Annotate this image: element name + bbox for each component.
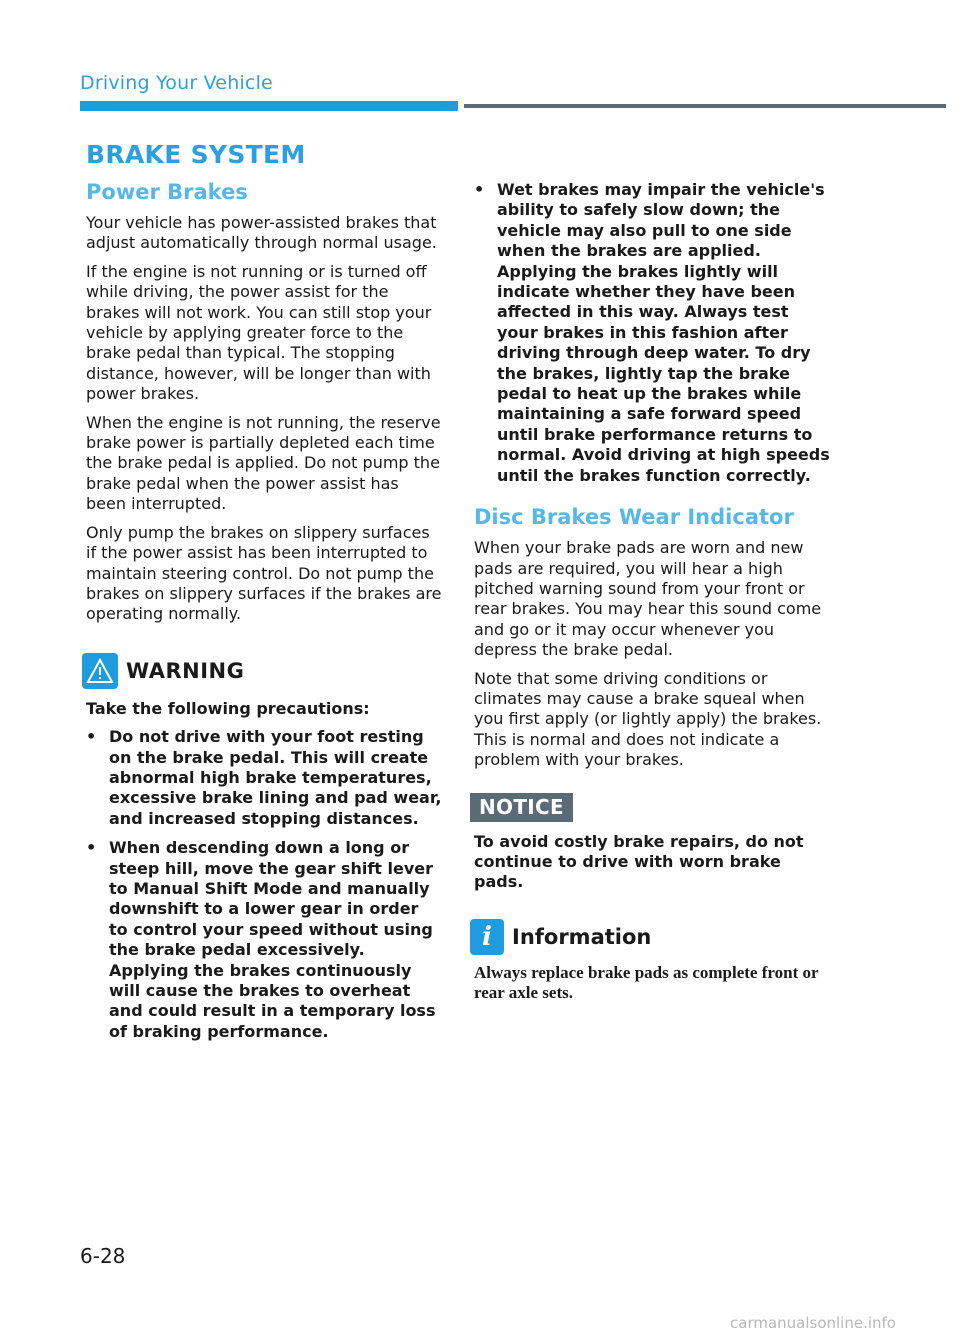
paragraph: Your vehicle has power-assisted brakes that adjust automatically through normal usage.: [86, 213, 437, 253]
header-divider-bar: [464, 104, 946, 108]
paragraph: Only pump the brakes on slippery surfaces if the power assist has been interrupted to maintain steering control. Do not pump the brakes on slippery surfaces if the brakes are operating normally.: [86, 522, 442, 624]
disc-brakes-heading: Disc Brakes Wear Indicator: [474, 505, 794, 530]
paragraph: When the engine is not running, the reserve brake power is partially depleted each time the brake pedal is applied. Do not pump the brake pedal when the power assist has been interrupted.: [86, 412, 441, 514]
left-column: [86, 140, 442, 1051]
notice-badge: NOTICE: [470, 793, 573, 822]
information-label: Information: [512, 924, 652, 949]
right-column: [474, 180, 832, 1003]
list-item: • When descending down a long or steep hill, move the gear shift lever to Manual Shift Mode and manually downshift to a lower gear in order to control your speed without using the brake pedal excessively. Applying the brakes continuously will cause the brakes to overheat and could result in a temporary loss of braking performance.: [86, 838, 436, 1041]
warning-list: [86, 727, 442, 1042]
list-item: • Wet brakes may impair the vehicle's ability to safely slow down; the vehicle may also pull to one side when the brakes are applied. Applying the brakes lightly will indicate whether they have been affected in this way. Always test your brakes in this fashion after driving through deep water. To dry the brakes, lightly tap the brake pedal to heat up the brakes while maintaining a safe forward speed until brake performance returns to normal. Avoid driving at high speeds until the brakes function correctly.: [474, 180, 830, 485]
paragraph: If the engine is not running or is turned off while driving, the power assist for the brakes will not work. You can still stop your vehicle by applying greater force to the brake pedal than typical. The stopping distance, however, will be longer than with power brakes.: [86, 261, 432, 404]
notice-text: To avoid costly brake repairs, do not continue to drive with worn brake pads.: [474, 831, 804, 892]
watermark: carmanualsonline.info: [730, 1314, 896, 1332]
information-text: Always replace brake pads as complete front or rear axle sets.: [474, 962, 819, 1002]
header-accent-bar: [80, 101, 458, 111]
information-header: [470, 919, 832, 955]
warning-header: [82, 653, 442, 689]
warning-triangle-icon: [82, 653, 118, 689]
section-title: BRAKE SYSTEM: [86, 140, 306, 169]
wet-brakes-list: [474, 180, 832, 486]
paragraph: When your brake pads are worn and new pads are required, you will hear a high pitched warning sound from your front or rear brakes. You may hear this sound come and go or it may occur whenever you depress the brake pedal.: [474, 538, 822, 660]
warning-label: WARNING: [126, 658, 245, 683]
list-item: • Do not drive with your foot resting on the brake pedal. This will create abnormal high brake temperatures, excessive brake lining and pad wear, and increased stopping distances.: [86, 727, 442, 828]
paragraph: Note that some driving conditions or climates may cause a brake squeal when you first apply (or lightly apply) the brakes. This is normal and does not indicate a problem with your brakes.: [474, 668, 822, 770]
warning-intro: Take the following precautions:: [86, 698, 370, 718]
power-brakes-heading: Power Brakes: [86, 180, 248, 204]
info-icon: i: [470, 919, 504, 955]
page-number: 6-28: [80, 1244, 126, 1268]
section-header: Driving Your Vehicle: [80, 72, 273, 94]
